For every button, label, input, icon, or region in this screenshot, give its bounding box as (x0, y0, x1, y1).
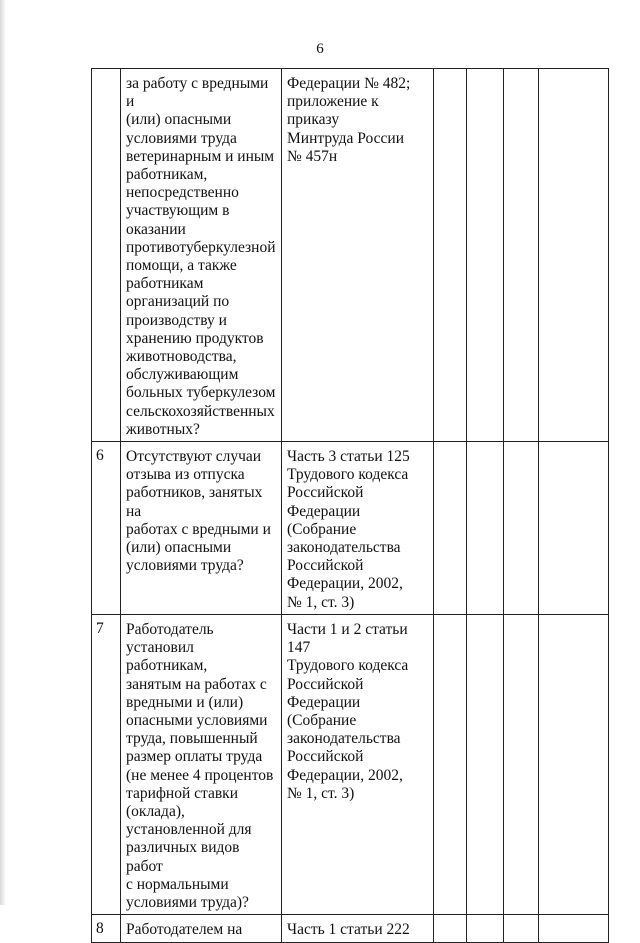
row-number: 7 (92, 614, 121, 914)
table-row (92, 69, 609, 442)
answer-no-cell (467, 442, 504, 615)
notes-cell (539, 915, 609, 943)
table-row (92, 442, 609, 615)
answer-na-cell (504, 69, 539, 442)
checklist-table (91, 68, 609, 943)
question-cell: Работодатель установил работникам, занятым на работах с вредными и (или) опасными условиями труда, повышенный размер оплаты труда (не менее 4 процентов тарифной ставки (оклада), установленной для различных видов работ с нормальными условиями труда)? (121, 614, 282, 914)
row-number (92, 69, 121, 442)
answer-yes-cell (434, 69, 467, 442)
answer-no-cell (467, 915, 504, 943)
answer-yes-cell (434, 614, 467, 914)
scan-edge-shadow (0, 0, 6, 905)
notes-cell (539, 614, 609, 914)
table-row (92, 614, 609, 914)
notes-cell (539, 442, 609, 615)
row-number: 6 (92, 442, 121, 615)
reference-cell: Часть 3 статьи 125 Трудового кодекса Российской Федерации (Собрание законодательства Российской Федерации, 2002, № 1, ст. 3) (282, 442, 434, 615)
answer-yes-cell (434, 915, 467, 943)
question-cell: Работодателем на (121, 915, 282, 943)
answer-yes-cell (434, 442, 467, 615)
reference-cell: Часть 1 статьи 222 (282, 915, 434, 943)
answer-na-cell (504, 442, 539, 615)
page-number: 6 (316, 41, 324, 57)
answer-na-cell (504, 614, 539, 914)
answer-no-cell (467, 614, 504, 914)
question-cell: Отсутствуют случаи отзыва из отпуска работников, занятых на работах с вредными и (или) опасными условиями труда? (121, 442, 282, 615)
row-number: 8 (92, 915, 121, 943)
reference-cell: Части 1 и 2 статьи 147 Трудового кодекса Российской Федерации (Собрание законодательства Российской Федерации, 2002, № 1, ст. 3) (282, 614, 434, 914)
reference-cell: Федерации № 482; приложение к приказу Минтруда России № 457н (282, 69, 434, 442)
question-cell: за работу с вредными и (или) опасными условиями труда ветеринарным и иным работникам, непосредственно участвующим в оказании противотуберкулезной помощи, а также работникам организаций по производству и хранению продуктов животноводства, обслуживающим больных туберкулезом сельскохозяйственных животных? (121, 69, 282, 442)
answer-no-cell (467, 69, 504, 442)
table-row (92, 915, 609, 943)
notes-cell (539, 69, 609, 442)
answer-na-cell (504, 915, 539, 943)
